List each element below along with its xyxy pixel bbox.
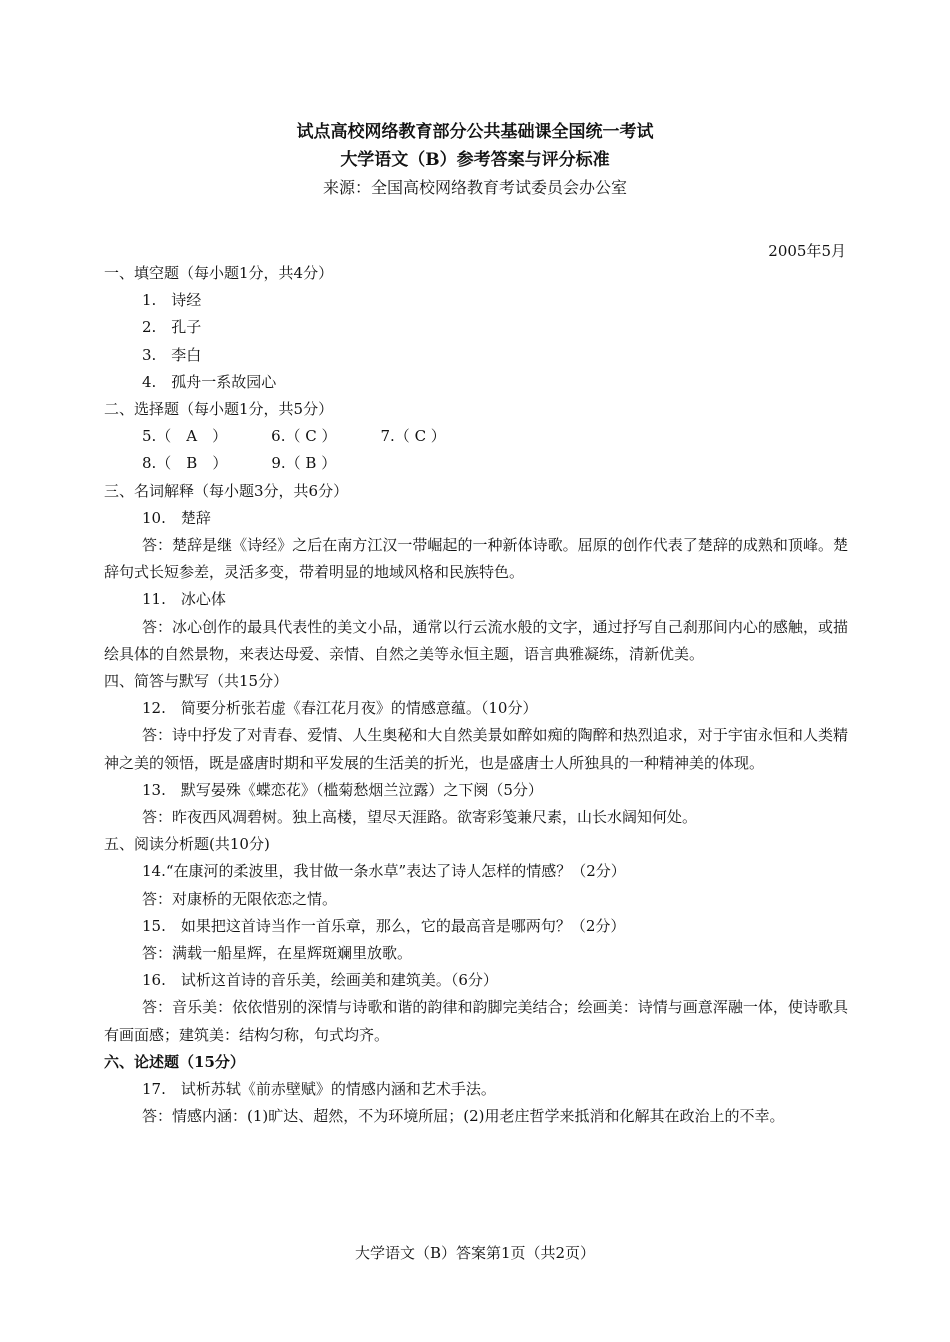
page-footer: 大学语文（B）答案第1页（共2页） <box>354 1244 596 1262</box>
document-body <box>104 260 848 1131</box>
question: 10. 楚辞 <box>142 508 211 527</box>
answer-paragraph: 答：对康桥的无限依恋之情。 <box>142 889 338 908</box>
section-heading-reading: 五、阅读分析题(共10分) <box>104 835 270 854</box>
choice-answer: 6.（ C ） <box>271 427 337 446</box>
question: 14.“在康河的柔波里，我甘做一条水草”表达了诗人怎样的情感？（2分） <box>142 862 626 881</box>
section-heading-terms: 三、名词解释（每小题3分，共6分） <box>104 481 349 500</box>
answer-paragraph: 答：冰心创作的最具代表性的美文小品，通常以行云流水般的文字，通过抒写自己刹那间内心的感触，或描绘具体的自然景物，来表达母爱、亲情、自然之美等永恒主题，语言典雅凝练，清新优美。 <box>104 617 848 663</box>
choice-row <box>104 423 848 450</box>
answer-item: 3. 李白 <box>142 345 202 364</box>
answer-item: 2. 孔子 <box>142 318 202 337</box>
choice-answer: 5.（ A ） <box>142 427 228 446</box>
answer-paragraph: 答：情感内涵：(1)旷达、超然，不为环境所屈；(2)用老庄哲学来抵消和化解其在政治上的不幸。 <box>142 1107 785 1126</box>
doc-source: 来源：全国高校网络教育考试委员会办公室 <box>322 178 627 197</box>
doc-title-line2: 大学语文（B）参考答案与评分标准 <box>340 150 610 170</box>
answer-paragraph: 答：昨夜西风凋碧树。独上高楼，望尽天涯路。欲寄彩笺兼尺素，山长水阔知何处。 <box>142 808 698 827</box>
choice-answer: 9.（ B ） <box>271 454 337 473</box>
section-heading-short-answer: 四、简答与默写（共15分） <box>104 672 289 691</box>
choice-answer: 8.（ B ） <box>142 454 228 473</box>
question: 17. 试析苏轼《前赤壁赋》的情感内涵和艺术手法。 <box>142 1080 496 1099</box>
question: 15. 如果把这首诗当作一首乐章，那么，它的最高音是哪两句？（2分） <box>142 916 626 935</box>
doc-date: 2005年5月 <box>768 242 846 260</box>
choice-answer: 7.（ C ） <box>380 427 446 446</box>
question: 13. 默写晏殊《蝶恋花》（槛菊愁烟兰泣露）之下阕（5分） <box>142 780 543 799</box>
answer-paragraph: 答：音乐美：依依惜别的深情与诗歌和谐的韵律和韵脚完美结合；绘画美：诗情与画意浑融一体，使诗歌具有画面感；建筑美：结构匀称，句式均齐。 <box>104 998 848 1044</box>
answer-item: 1. 诗经 <box>142 291 202 310</box>
answer-paragraph: 答：满载一船星辉，在星辉斑斓里放歌。 <box>142 944 413 963</box>
doc-title-line1: 试点高校网络教育部分公共基础课全国统一考试 <box>296 122 654 142</box>
answer-paragraph: 答：楚辞是继《诗经》之后在南方江汉一带崛起的一种新体诗歌。屈原的创作代表了楚辞的成熟和顶峰。楚辞句式长短参差，灵活多变，带着明显的地域风格和民族特色。 <box>104 536 848 582</box>
choice-row <box>104 450 848 477</box>
section-heading-fill-blank: 一、填空题（每小题1分，共4分） <box>104 264 334 282</box>
question: 12. 简要分析张若虚《春江花月夜》的情感意蕴。（10分） <box>142 699 538 718</box>
section-heading-choice: 二、选择题（每小题1分，共5分） <box>104 400 334 419</box>
question: 11. 冰心体 <box>142 590 226 609</box>
question: 16. 试析这首诗的音乐美，绘画美和建筑美。（6分） <box>142 971 498 990</box>
answer-item: 4. 孤舟一系故园心 <box>142 372 277 391</box>
section-heading-essay: 六、论述题（15分） <box>104 1052 245 1071</box>
answer-paragraph: 答：诗中抒发了对青春、爱情、人生奥秘和大自然美景如醉如痴的陶醉和热烈追求，对于宇宙永恒和人类精神之美的领悟，既是盛唐时期和平发展的生活美的折光，也是盛唐士人所独具的一种精神美的体现。 <box>104 726 848 772</box>
